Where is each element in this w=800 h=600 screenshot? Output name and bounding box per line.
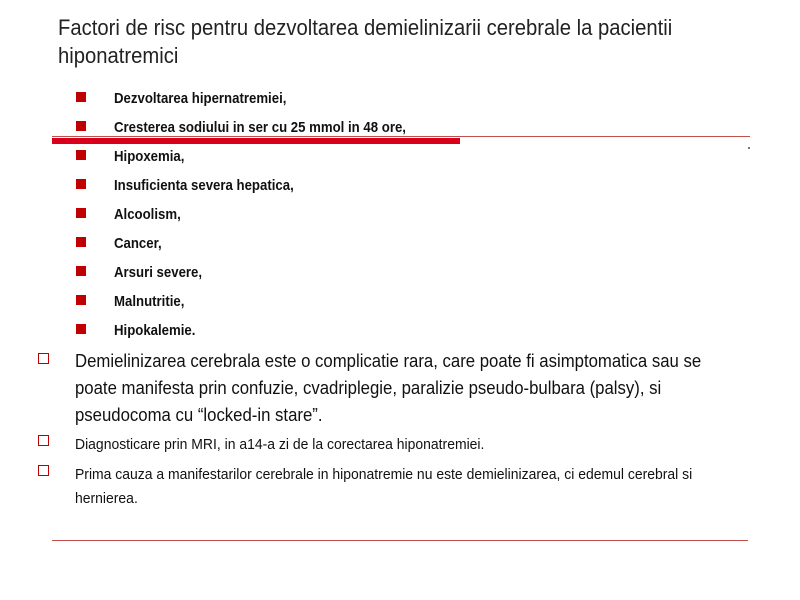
risk-factor-text: Hipoxemia, — [114, 148, 185, 165]
list-item — [38, 433, 768, 457]
risk-factor-text: Hipokalemie. — [114, 322, 196, 339]
risk-factor-text: Cresterea sodiului in ser cu 25 mmol in 48 ore, — [114, 119, 406, 136]
notes-list — [38, 348, 768, 511]
square-bullet-icon — [76, 295, 86, 305]
risk-factor-text: Alcoolism, — [114, 206, 181, 223]
square-bullet-icon — [76, 179, 86, 189]
list-item — [76, 84, 676, 113]
list-item — [38, 348, 768, 429]
risk-factor-text: Cancer, — [114, 235, 162, 252]
slide-title: Factori de risc pentru dezvoltarea demielinizarii cerebrale la pacientii hiponatremici — [58, 15, 673, 68]
hollow-square-bullet-icon — [38, 465, 49, 476]
note-text: Demielinizarea cerebrala este o complicatie rara, care poate fi asimptomatica sau se poate manifesta prin confuzie, cvadriplegie, paralizie pseudo-bulbara (palsy), si pseudocoma cu “locked-in stare”. — [75, 351, 702, 425]
list-item — [76, 113, 676, 142]
list-item — [38, 463, 768, 511]
note-text: Diagnosticare prin MRI, in a14-a zi de la corectarea hiponatremiei. — [75, 436, 485, 453]
risk-factor-text: Dezvoltarea hipernatremiei, — [114, 90, 287, 107]
list-item — [76, 142, 676, 171]
list-item — [76, 258, 676, 287]
risk-factor-text: Arsuri severe, — [114, 264, 203, 281]
note-text: Prima cauza a manifestarilor cerebrale in hiponatremie nu este demielinizarea, ci edemul cerebral si hernierea. — [75, 466, 693, 507]
square-bullet-icon — [76, 121, 86, 131]
square-bullet-icon — [76, 92, 86, 102]
list-item — [76, 229, 676, 258]
risk-factor-list — [76, 84, 676, 345]
hollow-square-bullet-icon — [38, 435, 49, 446]
square-bullet-icon — [76, 324, 86, 334]
square-bullet-icon — [76, 208, 86, 218]
footer-rule — [52, 540, 748, 541]
list-item — [76, 200, 676, 229]
list-item — [76, 287, 676, 316]
square-bullet-icon — [76, 150, 86, 160]
risk-factor-text: Malnutritie, — [114, 293, 185, 310]
square-bullet-icon — [76, 266, 86, 276]
square-bullet-icon — [76, 237, 86, 247]
header-rule-dot — [748, 147, 750, 149]
list-item — [76, 171, 676, 200]
risk-factor-text: Insuficienta severa hepatica, — [114, 177, 294, 194]
list-item — [76, 316, 676, 345]
hollow-square-bullet-icon — [38, 353, 49, 364]
